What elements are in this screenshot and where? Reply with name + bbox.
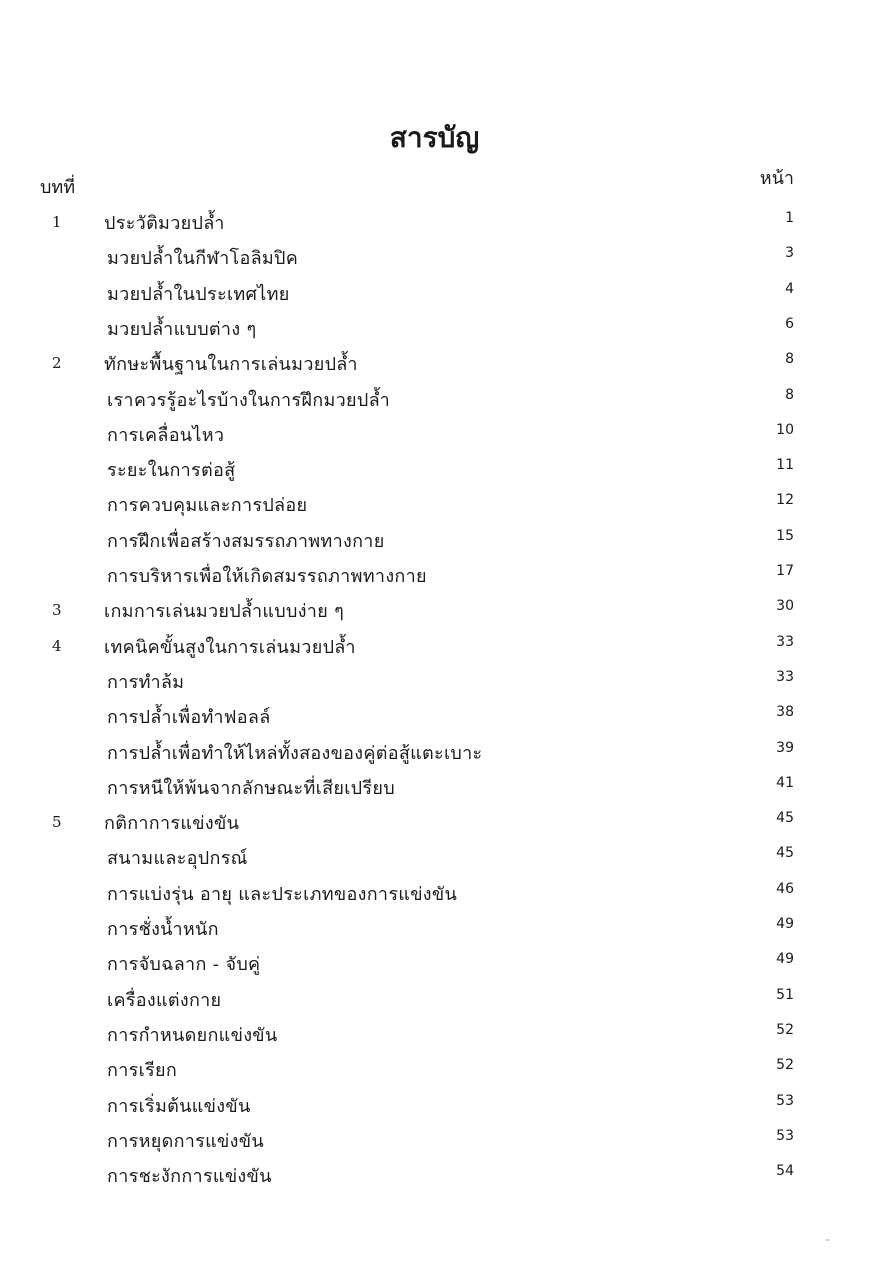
toc-entry xyxy=(0,841,869,877)
toc-entry xyxy=(0,1159,869,1195)
page-number: 46 xyxy=(776,880,794,897)
page-number: 1 xyxy=(785,210,794,226)
toc-entry xyxy=(0,524,869,560)
page-number: 38 xyxy=(776,704,794,721)
toc-entry xyxy=(0,559,869,595)
toc-entry xyxy=(0,1018,869,1054)
section-title: การปล้ำเพื่อทำให้ไหล่ทั้งสองของคู่ต่อสู้แตะเบาะ xyxy=(107,742,483,764)
page-number: 15 xyxy=(776,527,794,544)
page-number: 30 xyxy=(776,598,794,615)
page-number: 49 xyxy=(776,916,794,932)
toc-entry xyxy=(0,806,869,842)
chapter-title: กติกาการแข่งขัน xyxy=(104,813,240,835)
section-title: สนามและอุปกรณ์ xyxy=(107,848,248,870)
section-title: การเคลื่อนไหว xyxy=(107,424,225,446)
section-title: การทำล้ม xyxy=(107,671,185,693)
page-number: 12 xyxy=(776,492,794,509)
section-title: การกำหนดยกแข่งขัน xyxy=(107,1024,278,1046)
chapter-number: 5 xyxy=(52,813,62,832)
page-number: 10 xyxy=(776,421,794,438)
toc-entry xyxy=(0,912,869,948)
toc-entry xyxy=(0,594,869,630)
chapter-number: 2 xyxy=(52,354,62,373)
page-number: 53 xyxy=(776,1127,794,1144)
section-title: ระยะในการต่อสู้ xyxy=(107,460,236,482)
page-number: 52 xyxy=(776,1057,794,1074)
scan-speck xyxy=(826,1239,829,1241)
page-number: 3 xyxy=(785,245,794,262)
chapter-number: 4 xyxy=(52,636,62,655)
section-title: มวยปล้ำแบบต่าง ๆ xyxy=(107,318,257,340)
toc-entry xyxy=(0,877,869,913)
chapter-number: 3 xyxy=(52,601,62,620)
toc-entry xyxy=(0,1089,869,1125)
toc-entry xyxy=(0,277,869,313)
chapter-title: เทคนิคขั้นสูงในการเล่นมวยปล้ำ xyxy=(104,636,356,658)
toc-entry xyxy=(0,736,869,772)
chapter-number: 1 xyxy=(52,213,62,231)
section-title: การแบ่งรุ่น อายุ และประเภทของการแข่งขัน xyxy=(107,883,458,905)
section-title: เราควรรู้อะไรบ้างในการฝึกมวยปล้ำ xyxy=(107,389,391,411)
chapter-column-header: บทที่ xyxy=(40,177,76,198)
page-number: 45 xyxy=(776,810,794,827)
section-title: การชั่งน้ำหนัก xyxy=(107,919,219,940)
page-number: 8 xyxy=(785,386,794,403)
chapter-title: ประวัติมวยปล้ำ xyxy=(104,213,225,234)
section-title: การเริ่มต้นแข่งขัน xyxy=(107,1095,251,1117)
page-number: 54 xyxy=(776,1163,794,1180)
section-title: การหนีให้พ้นจากลักษณะที่เสียเปรียบ xyxy=(107,777,395,799)
toc-entry xyxy=(0,665,869,701)
toc-entry xyxy=(0,700,869,736)
page-number: 11 xyxy=(776,457,794,474)
page-number: 51 xyxy=(776,986,794,1003)
section-title: มวยปล้ำในประเทศไทย xyxy=(107,283,290,305)
toc-entry xyxy=(0,383,869,419)
toc-entry xyxy=(0,1124,869,1160)
section-title: การจับฉลาก - จับคู่ xyxy=(107,954,261,976)
page-title: สารบัญ xyxy=(389,121,480,154)
section-title: การหยุดการแข่งขัน xyxy=(107,1130,264,1152)
section-title: เครื่องแต่งกาย xyxy=(107,989,222,1011)
section-title: การปล้ำเพื่อทำฟอลล์ xyxy=(107,707,271,729)
toc-entry xyxy=(0,453,869,489)
toc-entry xyxy=(0,771,869,807)
page-number: 45 xyxy=(776,845,794,862)
page-column-header: หน้า xyxy=(759,168,794,189)
toc-entry xyxy=(0,206,869,242)
toc-entry xyxy=(0,488,869,524)
toc-entry xyxy=(0,241,869,277)
page-number: 49 xyxy=(776,951,794,968)
section-title: การชะงักการแข่งขัน xyxy=(107,1166,272,1188)
section-title: การฝึกเพื่อสร้างสมรรถภาพทางกาย xyxy=(107,530,385,552)
page-number: 4 xyxy=(785,280,794,297)
page-number: 8 xyxy=(785,351,794,368)
page-number: 53 xyxy=(776,1092,794,1109)
page-number: 33 xyxy=(776,633,794,650)
page-number: 52 xyxy=(776,1021,794,1038)
section-title: การควบคุมและการปล่อย xyxy=(107,495,308,517)
toc-entry xyxy=(0,1053,869,1089)
toc-entry xyxy=(0,418,869,454)
page-number: 33 xyxy=(776,668,794,685)
toc-entry xyxy=(0,630,869,666)
page-number: 41 xyxy=(776,774,794,791)
section-title: การเรียก xyxy=(107,1060,178,1082)
chapter-title: เกมการเล่นมวยปล้ำแบบง่าย ๆ xyxy=(104,601,345,623)
page-number: 17 xyxy=(776,563,794,579)
toc-entry xyxy=(0,947,869,983)
section-title: มวยปล้ำในกีฬาโอลิมปิค xyxy=(107,248,299,270)
page-number: 6 xyxy=(785,315,794,332)
toc-entry xyxy=(0,983,869,1019)
section-title: การบริหารเพื่อให้เกิดสมรรถภาพทางกาย xyxy=(107,566,427,587)
chapter-title: ทักษะพื้นฐานในการเล่นมวยปล้ำ xyxy=(104,354,358,376)
toc-entry xyxy=(0,312,869,348)
toc-entry xyxy=(0,347,869,383)
page-number: 39 xyxy=(776,739,794,756)
